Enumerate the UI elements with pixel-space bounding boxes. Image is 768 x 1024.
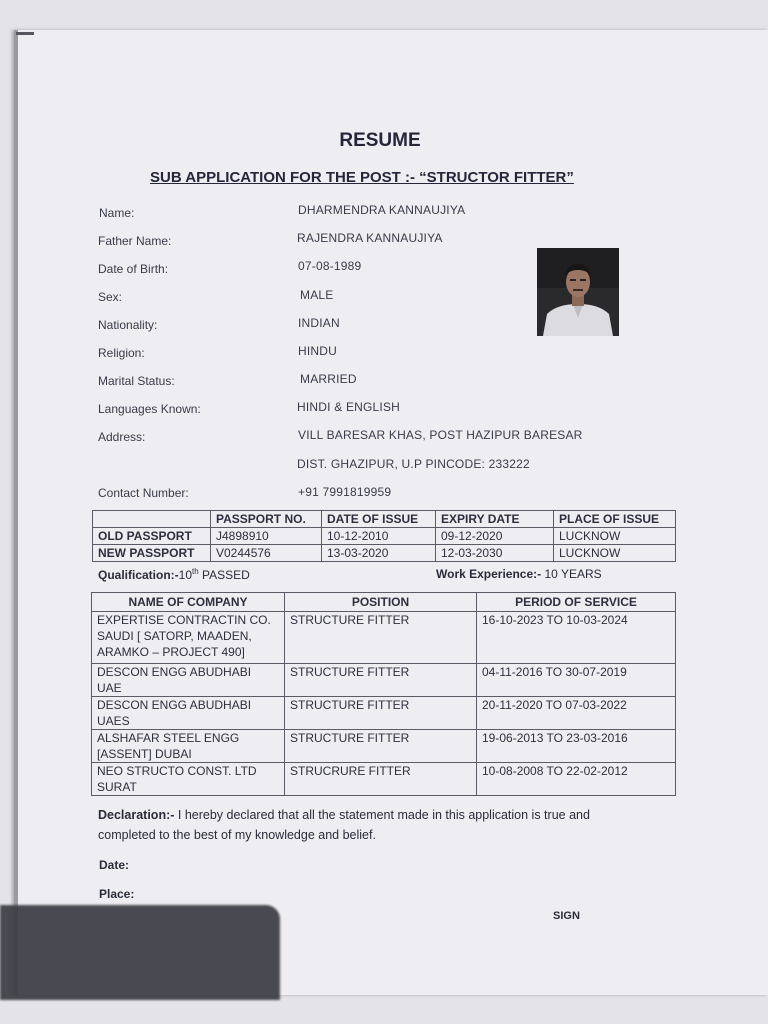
declaration-text-1: I hereby declared that all the statement made in this application is true and: [174, 808, 590, 822]
table-row: [92, 697, 676, 730]
binder-clip: [16, 32, 34, 35]
name-label: Name:: [99, 206, 135, 220]
table-row: [92, 664, 676, 697]
languages-label: Languages Known:: [98, 402, 201, 416]
passport-issue-cell: 13-03-2020: [322, 545, 436, 562]
qualification-label: Qualification:-: [98, 568, 179, 582]
passport-issue-cell: 10-12-2010: [322, 528, 436, 545]
passport-expiry-cell: 12-03-2030: [436, 545, 554, 562]
resume-title: RESUME: [339, 130, 421, 151]
company-table: [91, 592, 676, 796]
religion-value: HINDU: [298, 344, 337, 358]
work-experience-label: Work Experience:-: [436, 567, 542, 581]
contact-value: +91 7991819959: [298, 485, 392, 499]
passport-header-blank: [93, 511, 211, 528]
company-header-position: POSITION: [285, 593, 477, 612]
company-name-cell: ALSHAFAR STEEL ENGG [ASSENT] DUBAI: [92, 730, 285, 763]
languages-value: HINDI & ENGLISH: [297, 400, 401, 414]
contact-label: Contact Number:: [98, 486, 189, 500]
hand-shadow: [0, 905, 280, 1000]
place-label: Place:: [99, 887, 135, 901]
qualification-value: 10: [178, 568, 193, 582]
declaration-line-1: [98, 808, 590, 822]
table-row: [92, 612, 676, 664]
work-experience-line: [436, 567, 602, 581]
company-name-cell: EXPERTISE CONTRACTIN CO. SAUDI [ SATORP, MAADEN, ARAMKO – PROJECT 490]: [92, 612, 285, 664]
work-experience-value: 10 YEARS: [541, 567, 602, 581]
declaration-label: Declaration:-: [98, 808, 175, 822]
nationality-value: INDIAN: [298, 316, 340, 330]
company-period-cell: 10-08-2008 TO 22-02-2012: [477, 763, 676, 796]
marital-status-label: Marital Status:: [98, 374, 175, 388]
binder-edge: [14, 30, 18, 995]
date-label: Date:: [99, 858, 130, 872]
company-header-period: PERIOD OF SERVICE: [477, 593, 676, 612]
table-row: [92, 730, 676, 763]
post-subtitle: SUB APPLICATION FOR THE POST :- “STRUCTOR FITTER”: [150, 169, 574, 186]
passport-header-issue-date: DATE OF ISSUE: [322, 511, 436, 528]
company-position-cell: STRUCRURE FITTER: [285, 763, 477, 796]
father-name-label: Father Name:: [98, 234, 172, 248]
sign-label: SIGN: [553, 910, 580, 922]
qualification-line: [98, 567, 250, 582]
qualification-sup: th: [192, 567, 199, 576]
marital-status-value: MARRIED: [300, 372, 357, 386]
passport-header-place: PLACE OF ISSUE: [554, 511, 676, 528]
religion-label: Religion:: [98, 346, 145, 360]
company-position-cell: STRUCTURE FITTER: [285, 664, 477, 697]
table-row: [93, 528, 676, 545]
passport-place-cell: LUCKNOW: [554, 545, 676, 562]
passport-header-expiry: EXPIRY DATE: [436, 511, 554, 528]
passport-expiry-cell: 09-12-2020: [436, 528, 554, 545]
company-period-cell: 04-11-2016 TO 30-07-2019: [477, 664, 676, 697]
nationality-label: Nationality:: [98, 318, 158, 332]
passport-header-row: [93, 511, 676, 528]
passport-row-label: OLD PASSPORT: [93, 528, 211, 545]
qualification-suffix: PASSED: [198, 568, 250, 582]
sex-label: Sex:: [98, 290, 123, 304]
company-header-name: NAME OF COMPANY: [92, 593, 285, 612]
dob-label: Date of Birth:: [98, 262, 169, 276]
address-label: Address:: [98, 430, 146, 444]
dob-value: 07-08-1989: [298, 259, 362, 273]
name-value: DHARMENDRA KANNAUJIYA: [298, 203, 466, 217]
company-period-cell: 20-11-2020 TO 07-03-2022: [477, 697, 676, 730]
company-position-cell: STRUCTURE FITTER: [285, 730, 477, 763]
address-line-1: VILL BARESAR KHAS, POST HAZIPUR BARESAR: [298, 428, 583, 442]
address-line-2: DIST. GHAZIPUR, U.P PINCODE: 233222: [297, 457, 530, 471]
declaration-text-2: completed to the best of my knowledge and belief.: [98, 828, 376, 842]
sex-value: MALE: [300, 288, 334, 302]
passport-place-cell: LUCKNOW: [554, 528, 676, 545]
company-period-cell: 16-10-2023 TO 10-03-2024: [477, 612, 676, 664]
passport-table: [92, 510, 676, 562]
company-name-cell: DESCON ENGG ABUDHABI UAES: [92, 697, 285, 730]
company-name-cell: NEO STRUCTO CONST. LTD SURAT: [92, 763, 285, 796]
company-position-cell: STRUCTURE FITTER: [285, 697, 477, 730]
father-name-value: RAJENDRA KANNAUJIYA: [297, 231, 443, 245]
company-header-row: [92, 593, 676, 612]
profile-photo: [537, 248, 619, 336]
company-name-cell: DESCON ENGG ABUDHABI UAE: [92, 664, 285, 697]
table-row: [92, 763, 676, 796]
table-row: [93, 545, 676, 562]
company-position-cell: STRUCTURE FITTER: [285, 612, 477, 664]
passport-header-number: PASSPORT NO.: [211, 511, 322, 528]
passport-number-cell: J4898910: [211, 528, 322, 545]
passport-row-label: NEW PASSPORT: [93, 545, 211, 562]
company-period-cell: 19-06-2013 TO 23-03-2016: [477, 730, 676, 763]
passport-number-cell: V0244576: [211, 545, 322, 562]
